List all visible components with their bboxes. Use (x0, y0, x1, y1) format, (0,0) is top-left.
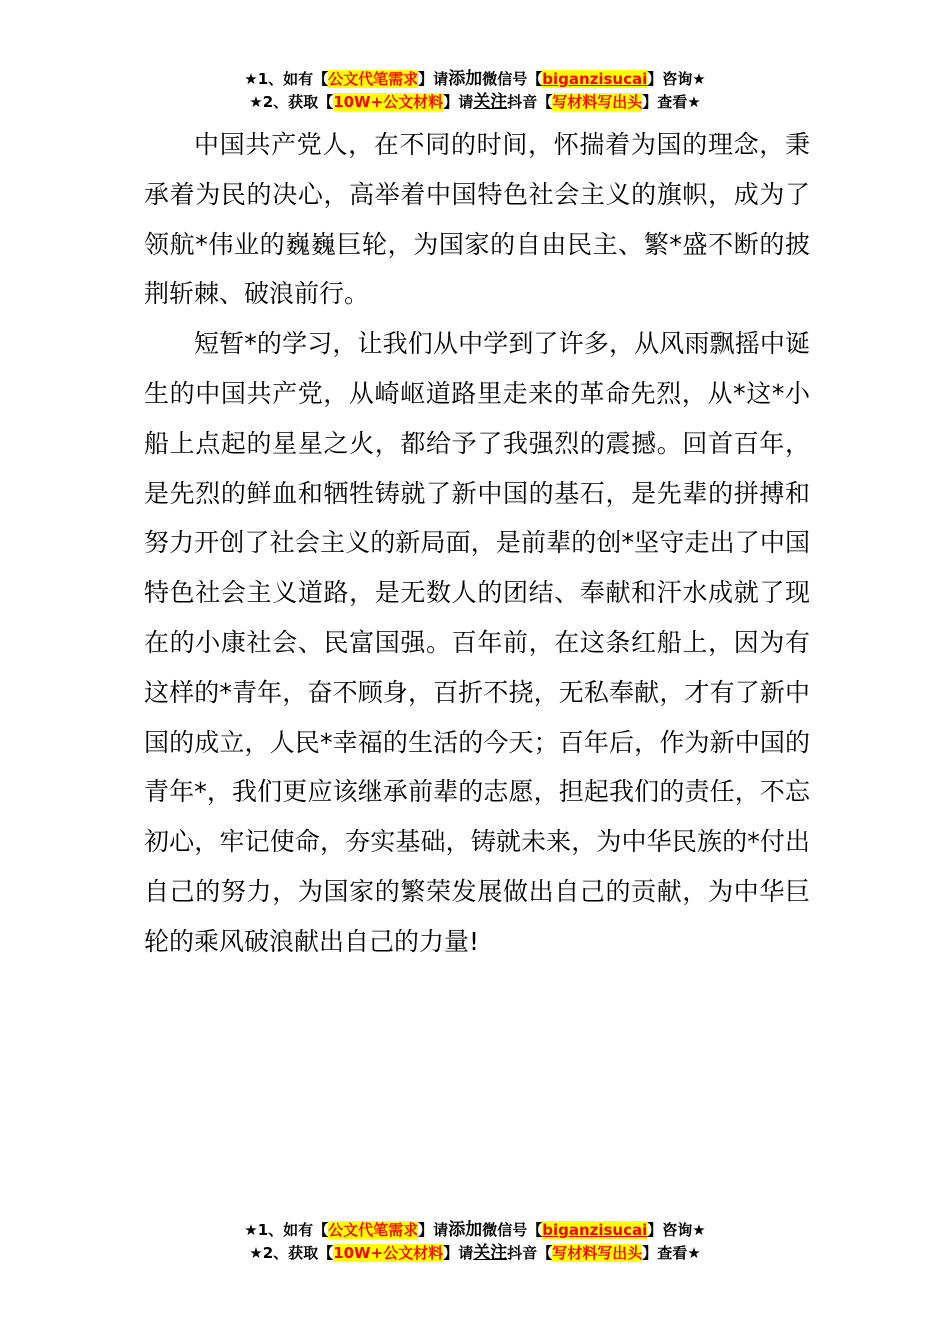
banner-text: ★1、如有【 (244, 70, 329, 88)
wechat-id-highlight: biganzisucai (542, 70, 648, 88)
header-banner (0, 68, 950, 114)
footer-banner (0, 1219, 950, 1265)
banner-highlight: 公文代笔需求 (328, 70, 419, 88)
banner-text: 抖音【 (507, 93, 553, 111)
banner-line-1 (0, 68, 950, 91)
banner-highlight: 10W+公文材料 (333, 93, 444, 111)
banner-emphasis: 添加 (448, 69, 483, 89)
banner-highlight: 公文代笔需求 (328, 1221, 419, 1239)
banner-text: 抖音【 (507, 1244, 553, 1262)
banner-text: 】请 (443, 1244, 474, 1262)
banner-text: ★2、获取【 (249, 93, 334, 111)
banner-line-1 (0, 1219, 950, 1242)
banner-text: 】请 (418, 70, 449, 88)
wechat-id-highlight: biganzisucai (542, 1221, 648, 1239)
banner-emphasis: 添加 (448, 1220, 483, 1240)
douyin-id-highlight: 写材料写出头 (552, 1244, 643, 1262)
banner-emphasis: 关注 (473, 92, 508, 112)
banner-highlight: 10W+公文材料 (333, 1244, 444, 1262)
banner-text: 】咨询★ (647, 70, 706, 88)
paragraph: 短暂*的学习，让我们从中学到了许多，从风雨飘摇中诞生的中国共产党，从崎岖道路里走来的革命先烈，从*这*小船上点起的星星之火，都给予了我强烈的震撼。回首百年，是先烈的鲜血和牺牲铸就了新中国的基石，是先辈的拼搏和努力开创了社会主义的新局面，是前辈的创*坚守走出了中国特色社会主义道路，是无数人的团结、奉献和汗水成就了现在的小康社会、民富国强。百年前，在这条红船上，因为有这样的*青年，奋不顾身，百折不挠，无私奉献，才有了新中国的成立，人民*幸福的生活的今天；百年后，作为新中国的青年*，我们更应该继承前辈的志愿，担起我们的责任，不忘初心，牢记使命，夯实基础，铸就未来，为中华民族的*付出自己的努力，为国家的繁荣发展做出自己的贡献，为中华巨轮的乘风破浪献出自己的力量! (144, 329, 810, 956)
banner-text: 】查看★ (642, 93, 701, 111)
paragraph: 中国共产党人，在不同的时间，怀揣着为国的理念，秉承着为民的决心，高举着中国特色社会主义的旗帜，成为了领航*伟业的巍巍巨轮，为国家的自由民主、繁*盛不断的披荆斩棘、破浪前行。 (144, 130, 810, 309)
banner-text: 微信号【 (482, 70, 543, 88)
douyin-id-highlight: 写材料写出头 (552, 93, 643, 111)
banner-line-2 (0, 1242, 950, 1265)
banner-line-2 (0, 91, 950, 114)
banner-text: 】查看★ (642, 1244, 701, 1262)
banner-emphasis: 关注 (473, 1243, 508, 1263)
banner-text: 微信号【 (482, 1221, 543, 1239)
banner-text: 】咨询★ (647, 1221, 706, 1239)
document-body (144, 120, 810, 967)
banner-text: 】请 (443, 93, 474, 111)
banner-text: ★1、如有【 (244, 1221, 329, 1239)
banner-text: ★2、获取【 (249, 1244, 334, 1262)
banner-text: 】请 (418, 1221, 449, 1239)
